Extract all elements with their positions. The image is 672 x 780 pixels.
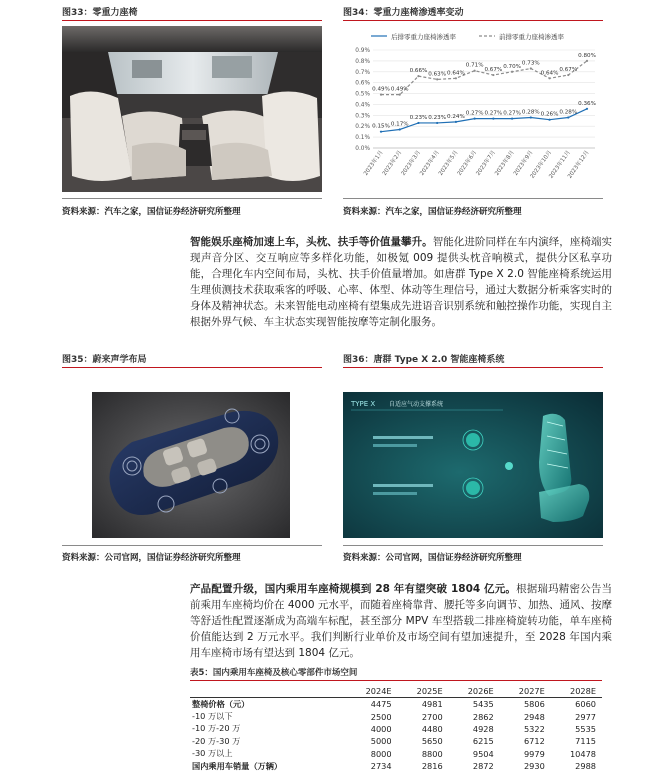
x-tick-label: 2023年5月 [438, 149, 460, 177]
table-cell: 4928 [472, 723, 494, 734]
figure-33-source-rule [62, 198, 322, 199]
data-label: 0.67% [559, 67, 578, 74]
table-cell: 8000 [370, 748, 392, 759]
table-cell: 2872 [472, 761, 494, 772]
data-point [417, 122, 419, 124]
row-label: 国内乘用车销量（万辆） [192, 760, 283, 771]
table-row [190, 748, 602, 760]
table-cell: 5000 [370, 736, 392, 747]
data-label: 0.26% [540, 111, 559, 118]
data-label: 0.15% [372, 123, 390, 130]
x-tick-label: 2023年1月 [363, 149, 385, 177]
y-tick-label: 0.7% [355, 69, 370, 76]
data-label: 0.27% [465, 110, 484, 117]
row-label: -30 万以上 [192, 748, 233, 759]
legend-label-rear: 后排零重力座椅渗透率 [391, 33, 456, 41]
data-label: 0.63% [428, 71, 447, 78]
table-cell: 9504 [472, 748, 494, 759]
y-tick-label: 0.4% [355, 102, 370, 109]
data-point [511, 71, 513, 73]
data-point [567, 116, 569, 118]
table-5-title: 表5：国内乘用车座椅及核心零部件市场空间 [190, 668, 358, 678]
row-label: -20 万-30 万 [192, 735, 241, 746]
figure-35-source-rule [62, 545, 322, 546]
paragraph-body: 智能化进阶同样在车内演绎，座椅端实现声音分区、交互响应等多样化功能，如极氪 009 提供头枕音响模式，提供分区私享功能，合理化车内空间布局，头枕、扶手价值量增加。如唐群 Type X 2.0 智能座椅系统运用生理侦测技术获取乘客的呼吸、心率、体型、体动等生理信号，通过大数据分析乘客实时的身体及精神状态。未来智能电动座椅有望集成先进语音识别系统和触控操作功能，实现自主根据外界气候、车主状态实现智能按摩等定制化服务。 [190, 236, 613, 328]
x-tick-label: 2023年7月 [475, 149, 498, 177]
column-header: 2025E [398, 684, 449, 698]
figure-36-source: 资料来源：公司官网，国信证券经济研究所整理 [343, 553, 522, 563]
data-label: 0.24% [447, 113, 465, 120]
table-row [190, 760, 602, 772]
table-cell: 2977 [575, 711, 596, 722]
zero-gravity-seat-photo [62, 26, 322, 192]
paragraph-market-size [190, 581, 612, 661]
data-point [474, 118, 476, 120]
data-point [399, 94, 401, 96]
table-cell: 6215 [472, 736, 494, 747]
x-tick-label: 2023年2月 [381, 149, 404, 177]
table-5-rule [190, 680, 602, 681]
data-label: 0.64% [540, 70, 559, 77]
row-label: 整椅价格（元） [192, 698, 250, 709]
data-label: 0.49% [372, 86, 390, 93]
typex-smart-seat-image [343, 392, 603, 538]
data-label: 0.23% [409, 114, 428, 121]
x-tick-label: 2023年11月 [548, 149, 572, 180]
row-label: -10 万以下 [192, 711, 233, 722]
y-tick-label: 0.0% [355, 146, 370, 152]
data-point [474, 70, 476, 72]
figure-35-rule [62, 367, 322, 368]
table-cell: 2700 [421, 711, 443, 722]
data-label: 0.28% [521, 109, 540, 116]
column-header: 2027E [500, 684, 551, 698]
y-tick-label: 0.8% [355, 58, 370, 65]
table-cell: 4475 [370, 699, 392, 710]
figure-36-rule [343, 367, 603, 368]
data-label: 0.23% [428, 114, 447, 121]
y-tick-label: 0.9% [355, 48, 370, 54]
market-size-table [190, 684, 602, 772]
data-label: 0.71% [465, 62, 484, 69]
data-point [586, 108, 588, 110]
data-point [455, 77, 457, 79]
screen-brand: TYPE X [351, 400, 376, 408]
table-row [190, 710, 602, 722]
table-cell: 5435 [472, 699, 494, 710]
column-header [190, 684, 347, 698]
data-point [380, 131, 382, 133]
table-cell: 2948 [523, 711, 545, 722]
x-tick-label: 2023年4月 [419, 149, 441, 177]
paragraph-body: 根据瑞玛精密公告当前乘用车座椅均价在 4000 元水平，而随着座椅靠背、腰托等多向调节、加热、通风、按摩等舒适性配置逐渐成为高端车标配，甚至部分 MPV 车型搭载二排座椅旋转功能，单车座椅价值能达到 2 万元水平。我们判断行业单价及市场空间有望加速提升，至 2028 年国内乘用车座椅市场有望达到 1804 亿元。 [190, 583, 612, 659]
data-label: 0.66% [409, 68, 428, 75]
data-point [586, 60, 588, 62]
data-point [380, 94, 382, 96]
table-cell: 2816 [421, 761, 443, 772]
x-tick-label: 2023年9月 [512, 149, 535, 177]
data-label: 0.70% [503, 63, 521, 70]
data-label: 0.64% [447, 70, 465, 77]
column-header: 2028E [551, 684, 602, 698]
table-cell: 2862 [472, 711, 494, 722]
data-point [548, 77, 550, 79]
data-label: 0.27% [503, 110, 521, 117]
table-cell: 2500 [370, 711, 392, 722]
paragraph-lead: 产品配置升级，国内乘用车座椅规模到 28 年有望突破 1804 亿元。 [190, 583, 517, 595]
table-cell: 4000 [370, 723, 392, 734]
figure-34-rule [343, 20, 603, 21]
figure-34-source-rule [343, 198, 603, 199]
table-cell: 6712 [523, 736, 545, 747]
table-cell: 4981 [421, 699, 443, 710]
table-cell: 5322 [523, 723, 545, 734]
table-cell: 9979 [523, 748, 545, 759]
figure-35-title: 图35：蔚来声学布局 [62, 355, 147, 365]
data-label: 0.73% [521, 60, 540, 67]
x-tick-label: 2023年12月 [567, 149, 591, 180]
data-point [455, 121, 457, 123]
figure-34-source: 资料来源：汽车之家，国信证券经济研究所整理 [343, 207, 522, 217]
table-row [190, 698, 602, 711]
data-point [399, 128, 401, 130]
data-point [436, 78, 438, 80]
table-cell: 6060 [575, 699, 596, 710]
legend-label-front: 前排零重力座椅渗透率 [499, 33, 564, 41]
data-label: 0.28% [559, 109, 578, 116]
table-row [190, 735, 602, 747]
data-point [567, 74, 569, 76]
figure-34-title: 图34：零重力座椅渗透率变动 [343, 8, 464, 18]
data-point [530, 116, 532, 118]
penetration-line-chart [343, 24, 605, 202]
table-cell: 5535 [575, 723, 596, 734]
y-tick-label: 0.2% [355, 124, 370, 131]
figure-36-source-rule [343, 545, 603, 546]
table-row [190, 723, 602, 735]
table-cell: 5650 [421, 736, 443, 747]
x-tick-label: 2023年3月 [400, 149, 423, 177]
table-cell: 2988 [575, 761, 596, 772]
table-cell: 2734 [370, 761, 392, 772]
nio-acoustic-layout-image [92, 392, 290, 538]
table-cell: 10478 [569, 748, 596, 759]
table-header-row [190, 684, 602, 698]
data-point [417, 75, 419, 77]
y-tick-label: 0.6% [355, 80, 370, 87]
data-label: 0.49% [390, 86, 409, 93]
table-cell: 2930 [523, 761, 545, 772]
data-point [511, 118, 513, 120]
figure-33-title: 图33：零重力座椅 [62, 8, 138, 18]
figure-35-source: 资料来源：公司官网，国信证券经济研究所整理 [62, 553, 241, 563]
figure-33-source: 资料来源：汽车之家，国信证券经济研究所整理 [62, 207, 241, 217]
figure-36-title: 图36：唐群 Type X 2.0 智能座椅系统 [343, 355, 505, 365]
column-header: 2026E [449, 684, 500, 698]
column-header: 2024E [347, 684, 398, 698]
screen-heading: 自适应气动支撑系统 [389, 401, 444, 408]
data-label: 0.36% [578, 100, 596, 107]
x-tick-label: 2023年8月 [494, 149, 516, 177]
data-point [436, 122, 438, 124]
table-cell: 8800 [421, 748, 443, 759]
series-line-front [381, 61, 587, 95]
y-tick-label: 0.3% [355, 113, 370, 120]
data-label: 0.80% [578, 52, 596, 59]
x-tick-label: 2023年10月 [529, 149, 554, 180]
table-cell: 5806 [523, 699, 545, 710]
y-tick-label: 0.5% [355, 91, 370, 98]
row-label: -10 万-20 万 [192, 723, 241, 734]
data-label: 0.67% [484, 67, 503, 74]
data-label: 0.27% [484, 110, 503, 117]
x-tick-label: 2023年6月 [456, 149, 479, 177]
figure-33-rule [62, 20, 322, 21]
data-point [548, 119, 550, 121]
data-point [492, 74, 494, 76]
paragraph-lead: 智能娱乐座椅加速上车，头枕、扶手等价值量攀升。 [190, 236, 433, 248]
table-cell: 7115 [575, 736, 596, 747]
table-cell: 4480 [421, 723, 443, 734]
data-point [530, 67, 532, 69]
paragraph-smart-seats [190, 234, 612, 330]
data-point [492, 118, 494, 120]
data-label: 0.17% [390, 121, 409, 128]
y-tick-label: 0.1% [355, 135, 370, 142]
